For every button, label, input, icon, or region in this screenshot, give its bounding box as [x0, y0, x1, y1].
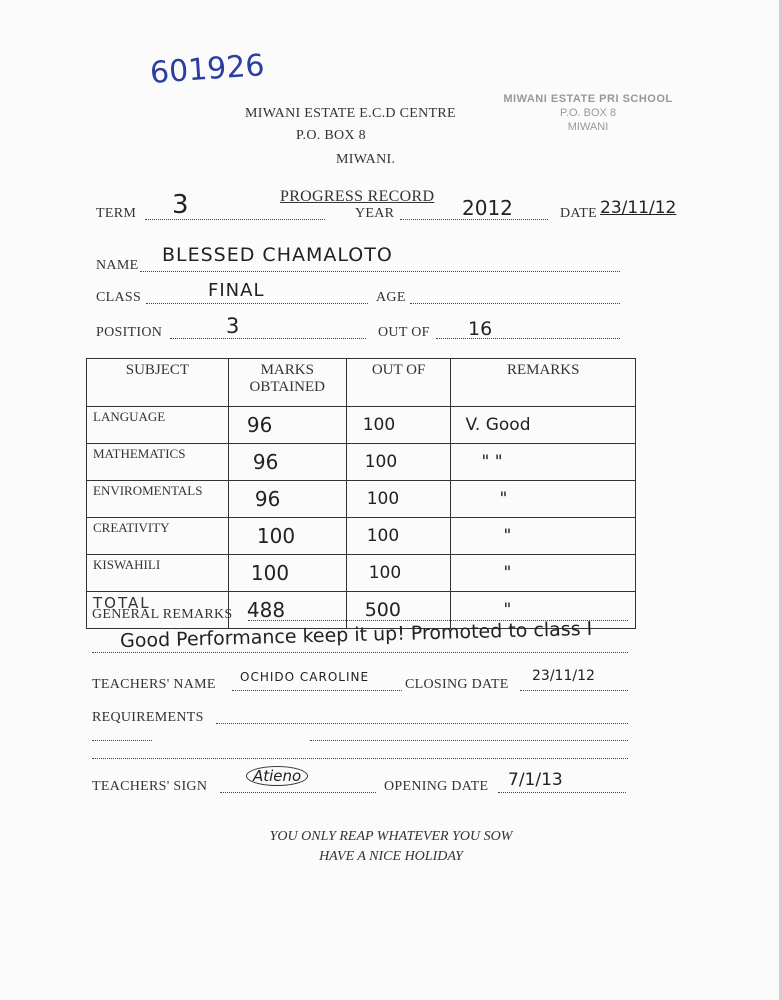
- name-label: NAME: [96, 258, 139, 273]
- marks-cell: 488: [228, 592, 346, 629]
- general-remarks-label: GENERAL REMARKS: [92, 607, 233, 622]
- school-box: P.O. BOX 8: [296, 128, 366, 143]
- year-value: 2012: [462, 196, 513, 220]
- position-label: POSITION: [96, 325, 163, 340]
- requirements-label: REQUIREMENTS: [92, 710, 204, 725]
- school-stamp: MIWANI ESTATE PRI SCHOOL P.O. BOX 8 MIWANI: [503, 93, 673, 133]
- header-marks: MARKS OBTAINED: [228, 359, 346, 407]
- header-subject: SUBJECT: [87, 359, 229, 407]
- teachers-name-value: OCHIDO CAROLINE: [240, 670, 370, 684]
- handwritten-id: 601926: [148, 48, 266, 91]
- age-label: AGE: [376, 290, 406, 305]
- remarks-cell: V. Good: [451, 407, 636, 444]
- school-name: MIWANI ESTATE E.C.D CENTRE: [245, 106, 456, 121]
- table-row: [87, 518, 636, 555]
- table-row: [87, 481, 636, 518]
- closing-date-label: CLOSING DATE: [405, 677, 509, 692]
- class-label: CLASS: [96, 290, 142, 305]
- out-of-label: OUT OF: [378, 325, 430, 340]
- marks-cell: 100: [228, 518, 346, 555]
- subject-cell: KISWAHILI: [87, 555, 229, 592]
- marks-cell: 100: [228, 555, 346, 592]
- term-value: 3: [172, 190, 189, 220]
- general-remarks-value: Good Performance keep it up! Promoted to class I: [119, 617, 593, 653]
- table-row: [87, 444, 636, 481]
- name-value: BLESSED CHAMALOTO: [162, 244, 393, 266]
- subject-cell: ENVIROMENTALS: [87, 481, 229, 518]
- out-of-cell: 100: [346, 481, 451, 518]
- marks-cell: 96: [228, 481, 346, 518]
- out-of-cell: 500: [346, 592, 451, 629]
- date-label: DATE: [560, 206, 597, 221]
- term-label: TERM: [96, 206, 137, 221]
- footer-motto: YOU ONLY REAP WHATEVER YOU SOW: [269, 829, 513, 844]
- header-remarks: REMARKS: [451, 359, 636, 407]
- class-value: FINAL: [208, 280, 265, 301]
- position-value: 3: [226, 314, 240, 338]
- table-header-row: [87, 359, 636, 407]
- out-of-cell: 100: [346, 444, 451, 481]
- teachers-signature: Atieno: [246, 766, 308, 786]
- out-of-cell: 100: [346, 518, 451, 555]
- remarks-cell: " ": [451, 444, 636, 481]
- remarks-cell: ": [451, 518, 636, 555]
- teachers-sign-label: TEACHERS' SIGN: [92, 779, 208, 794]
- opening-date-label: OPENING DATE: [384, 779, 489, 794]
- out-of-cell: 100: [346, 407, 451, 444]
- closing-date-value: 23/11/12: [532, 668, 595, 684]
- subject-cell: CREATIVITY: [87, 518, 229, 555]
- document-title: PROGRESS RECORD: [280, 188, 435, 205]
- marks-cell: 96: [228, 407, 346, 444]
- date-value: 23/11/12: [600, 198, 677, 218]
- out-of-cell: 100: [346, 555, 451, 592]
- out-of-value: 16: [468, 318, 493, 340]
- table-row: [87, 555, 636, 592]
- school-town: MIWANI.: [336, 152, 396, 167]
- subject-cell: LANGUAGE: [87, 407, 229, 444]
- opening-date-value: 7/1/13: [508, 770, 563, 790]
- marks-table: [86, 358, 636, 629]
- footer-greeting: HAVE A NICE HOLIDAY: [319, 849, 463, 864]
- remarks-cell: ": [451, 481, 636, 518]
- marks-cell: 96: [228, 444, 346, 481]
- header-out-of: OUT OF: [346, 359, 451, 407]
- teachers-name-label: TEACHERS' NAME: [92, 677, 216, 692]
- year-label: YEAR: [355, 206, 395, 221]
- remarks-cell: ": [451, 592, 636, 629]
- subject-cell: TOTAL: [87, 592, 229, 629]
- subject-cell: MATHEMATICS: [87, 444, 229, 481]
- table-row: [87, 407, 636, 444]
- remarks-cell: ": [451, 555, 636, 592]
